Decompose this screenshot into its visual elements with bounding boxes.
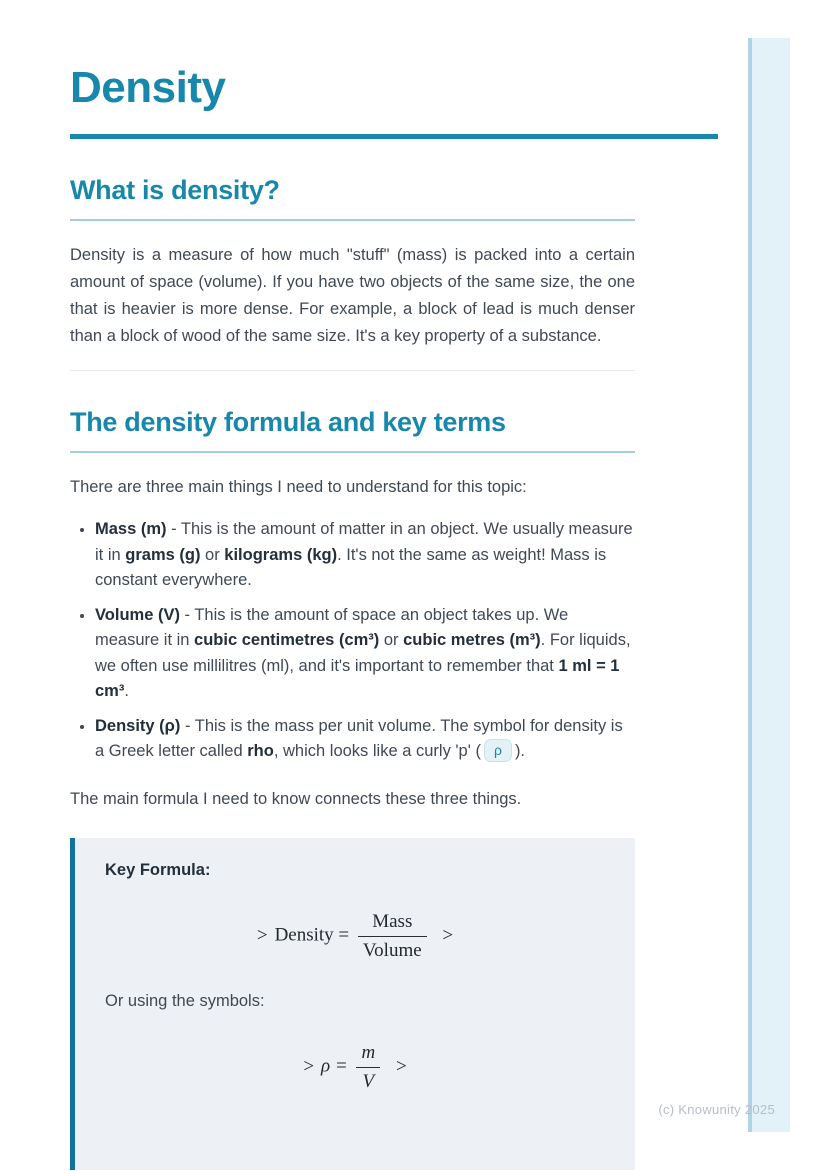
mass-over-volume-fraction	[358, 910, 427, 963]
formula2-lhs: ρ =	[321, 1056, 348, 1077]
formula1-lhs: Density =	[274, 924, 350, 946]
density-symbol-formula	[105, 1041, 605, 1094]
key-terms-list	[70, 517, 635, 765]
volume-text-4: .	[124, 682, 129, 701]
fraction-numerator-m: m	[356, 1041, 380, 1068]
term-cubic-metres: cubic metres (m³)	[403, 631, 541, 650]
term-density: Density (ρ)	[95, 716, 181, 735]
page-title: Density	[70, 63, 226, 112]
term-grams: grams (g)	[125, 545, 201, 564]
m-over-v-fraction	[356, 1041, 380, 1094]
term-ml-equals-cm3: 1 ml = 1 cm³	[95, 656, 620, 701]
list-item-volume	[95, 603, 635, 705]
density-text-3: ).	[514, 742, 526, 761]
density-text-2: , which looks like a curly 'p' (	[273, 742, 481, 761]
page-edge-decoration	[748, 38, 790, 1132]
density-text-1: - This is the mass per unit volume. The symbol for density is a Greek letter called	[95, 716, 623, 761]
formula1-suffix: >	[442, 924, 454, 946]
mass-text-1: - This is the amount of matter in an object. We usually measure it in	[95, 520, 633, 564]
title-rule	[70, 134, 718, 139]
formula-intro-text: The main formula I need to know connects these three things.	[70, 789, 522, 808]
key-formula-label: Key Formula:	[105, 860, 211, 879]
term-rho: rho	[247, 742, 274, 761]
copyright-footer: (c) Knowunity 2025	[658, 1102, 775, 1117]
term-mass: Mass (m)	[95, 520, 167, 539]
volume-text-3: . For liquids, we often use millilitres (ml), and it's important to remember that	[95, 631, 631, 675]
section-heading-formula-and-terms: The density formula and key terms	[70, 407, 635, 453]
formula2-prefix: >	[303, 1056, 315, 1077]
mass-text-3: . It's not the same as weight! Mass is constant everywhere.	[95, 545, 607, 590]
mass-text-2: or	[200, 545, 225, 564]
list-item-density	[95, 714, 635, 765]
volume-text-2: or	[379, 631, 404, 650]
document-content	[70, 0, 635, 1170]
term-kilograms: kilograms (kg)	[224, 545, 338, 564]
terms-intro-text: There are three main things I need to understand for this topic:	[70, 478, 527, 497]
formula1-prefix: >	[256, 924, 268, 946]
volume-text-1: - This is the amount of space an object takes up. We measure it in	[95, 605, 569, 650]
section-divider	[70, 370, 635, 371]
list-item-mass	[95, 517, 635, 594]
formula2-suffix: >	[395, 1056, 407, 1077]
term-cubic-centimetres: cubic centimetres (cm³)	[194, 631, 380, 650]
fraction-denominator-volume: Volume	[362, 939, 422, 961]
density-word-formula	[105, 910, 605, 963]
key-formula-box	[70, 838, 635, 1170]
fraction-numerator-mass: Mass	[358, 910, 427, 937]
or-symbols-label: Or using the symbols:	[105, 992, 265, 1011]
fraction-denominator-v: V	[362, 1071, 375, 1093]
term-volume: Volume (V)	[95, 605, 180, 624]
section-heading-what-is-density: What is density?	[70, 175, 635, 221]
density-definition-paragraph: Density is a measure of how much "stuff" (mass) is packed into a certain amount of space (volume). If you have two objects of the same size, the one that is heavier is more dense. For example, a block of lead is much denser than a block of wood of the same size. It's a key property of a substance.	[70, 246, 635, 346]
rho-symbol-chip: ρ	[484, 739, 512, 762]
